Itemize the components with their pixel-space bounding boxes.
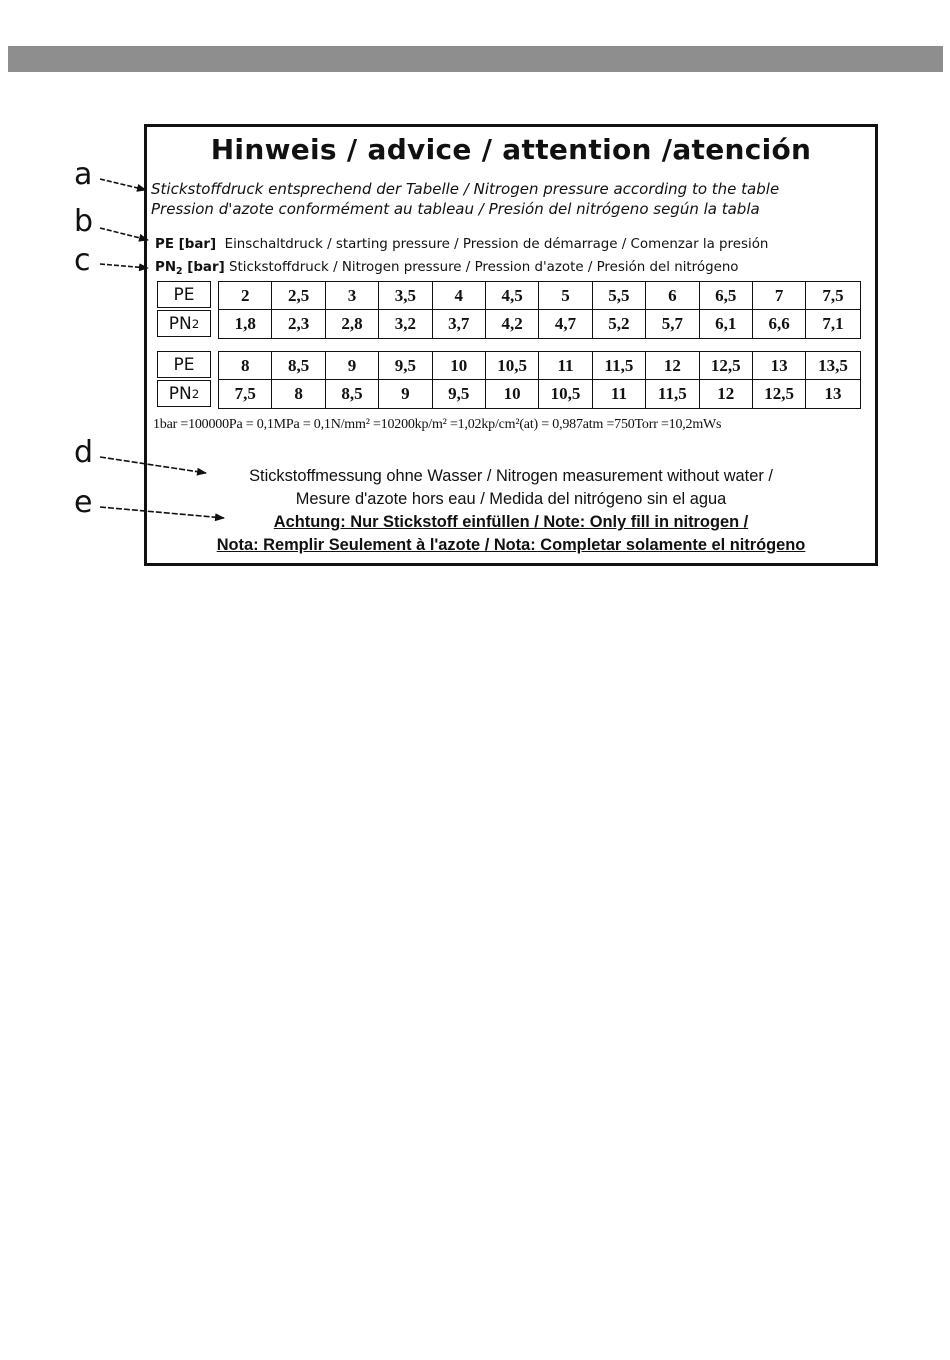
unit-conversion: 1bar =100000Pa = 0,1MPa = 0,1N/mm² =10200kp/m² =1,02kp/cm²(at) = 0,987atm =750Torr =10,2mWs — [153, 417, 722, 432]
pressure-table-2 — [157, 351, 861, 409]
table-cell-pe: 2 — [219, 282, 272, 310]
table-cell-pe: 6,5 — [700, 282, 753, 310]
table-cell-pe: 9 — [326, 352, 379, 380]
table-cell-pn2: 4,2 — [486, 310, 539, 338]
table-cell-pe: 13 — [753, 352, 806, 380]
table-cell-pn2: 2,3 — [272, 310, 325, 338]
table-cell-pn2: 1,8 — [219, 310, 272, 338]
table-cell-pe: 13,5 — [806, 352, 859, 380]
legend-pe-text: Einschaltdruck / starting pressure / Pression de démarrage / Comenzar la presión — [224, 237, 769, 252]
table-cell-pn2: 10 — [486, 380, 539, 408]
table-cell-pe: 3,5 — [379, 282, 432, 310]
legend-pe-code: PE [bar] — [155, 237, 217, 252]
table-cell-pe: 12 — [646, 352, 699, 380]
table-cell-pe: 4,5 — [486, 282, 539, 310]
table-cell-pn2: 8,5 — [326, 380, 379, 408]
intro-line-2: Pression d'azote conformément au tableau / Presión del nitrógeno según la tabla — [151, 200, 760, 218]
table-cell-pn2: 12 — [700, 380, 753, 408]
table-cell-pe: 3 — [326, 282, 379, 310]
header-bar — [8, 46, 943, 72]
legend-pn2 — [155, 260, 739, 275]
row-headers — [157, 351, 211, 409]
table-cell-pn2: 13 — [824, 384, 842, 403]
table-cell-pe: 10 — [433, 352, 486, 380]
legend-pn2-text: Stickstoffdruck / Nitrogen pressure / Pression d'azote / Presión del nitrógeno — [228, 260, 739, 275]
table-cell-pe: 6 — [646, 282, 699, 310]
table-cell-pn2: 7,5 — [219, 380, 272, 408]
table-cell-pn2: 3,7 — [433, 310, 486, 338]
row-headers — [157, 281, 211, 339]
table-cell-pn2: 6,6 — [753, 310, 806, 338]
table-cell-pe: 7 — [753, 282, 806, 310]
callout-a: a — [74, 157, 93, 192]
intro-text — [151, 179, 779, 219]
table-cell-pe: 9,5 — [379, 352, 432, 380]
table-cell-pn2: 3,2 — [379, 310, 432, 338]
row-header-pe: PE — [157, 351, 211, 378]
table-cell-pn2: 9 — [379, 380, 432, 408]
table-cell-pe: 2,5 — [272, 282, 325, 310]
intro-line-1: Stickstoffdruck entsprechend der Tabelle / Nitrogen pressure according to the table — [151, 180, 780, 198]
note-warning — [147, 511, 875, 557]
table-cell-pe: 12,5 — [700, 352, 753, 380]
row-header-pe: PE — [157, 281, 211, 308]
row-header-pn2: PN 2 — [157, 380, 211, 407]
note-measurement — [147, 465, 875, 511]
table-cell-pn2: 12,5 — [753, 380, 806, 408]
table-cell-pe: 11 — [539, 352, 592, 380]
legend-pn2-code: $PN_2$ [bar] — [155, 260, 225, 277]
note-warning-line-2: Nota: Remplir Seulement à l'azote / Nota: Completar solamente el nitrógeno — [216, 536, 806, 554]
callout-e: e — [74, 485, 93, 520]
arrow-a — [100, 179, 146, 190]
table-cell-pn2: 5,7 — [646, 310, 699, 338]
pressure-table-1 — [157, 281, 861, 339]
table-cell-pe: 8,5 — [272, 352, 325, 380]
callout-b: b — [74, 204, 94, 239]
table-cell-pn2: 8 — [272, 380, 325, 408]
table-cell-pn2: 6,1 — [700, 310, 753, 338]
table-cell-pe: 11,5 — [593, 352, 646, 380]
table-cell-pn2: 11 — [593, 380, 646, 408]
legend-pe — [155, 237, 768, 252]
table-cell-pe: 4 — [433, 282, 486, 310]
table-cell-pn2: 5,2 — [593, 310, 646, 338]
table-cell-pe: 7,5 — [806, 282, 859, 310]
row-header-pn2: PN 2 — [157, 310, 211, 337]
note-warning-line-1: Achtung: Nur Stickstoff einfüllen / Note: Only fill in nitrogen / — [273, 513, 749, 531]
table-cell-pn2: 4,7 — [539, 310, 592, 338]
label-title: Hinweis / advice / attention /atención — [210, 133, 812, 166]
table-cell-pe: 10,5 — [486, 352, 539, 380]
callout-c: c — [74, 243, 91, 278]
table-cell-pn2: 11,5 — [646, 380, 699, 408]
table-cell-pn2: 9,5 — [433, 380, 486, 408]
table-cell-pe: 5 — [539, 282, 592, 310]
table-cell-pn2: 10,5 — [539, 380, 592, 408]
table-cell-pe: 5,5 — [593, 282, 646, 310]
arrow-b — [100, 228, 148, 240]
table-cells — [218, 351, 861, 409]
callout-d: d — [74, 435, 94, 470]
table-cells — [218, 281, 861, 339]
table-cell-pe: 8 — [219, 352, 272, 380]
note-measurement-line-2: Mesure d'azote hors eau / Medida del nitrógeno sin el agua — [295, 490, 727, 508]
table-cell-pn2: 7,1 — [822, 314, 844, 333]
arrow-c — [100, 264, 148, 268]
note-measurement-line-1: Stickstoffmessung ohne Wasser / Nitrogen measurement without water / — [249, 467, 773, 485]
nitrogen-label — [144, 124, 878, 566]
table-cell-pn2: 2,8 — [326, 310, 379, 338]
